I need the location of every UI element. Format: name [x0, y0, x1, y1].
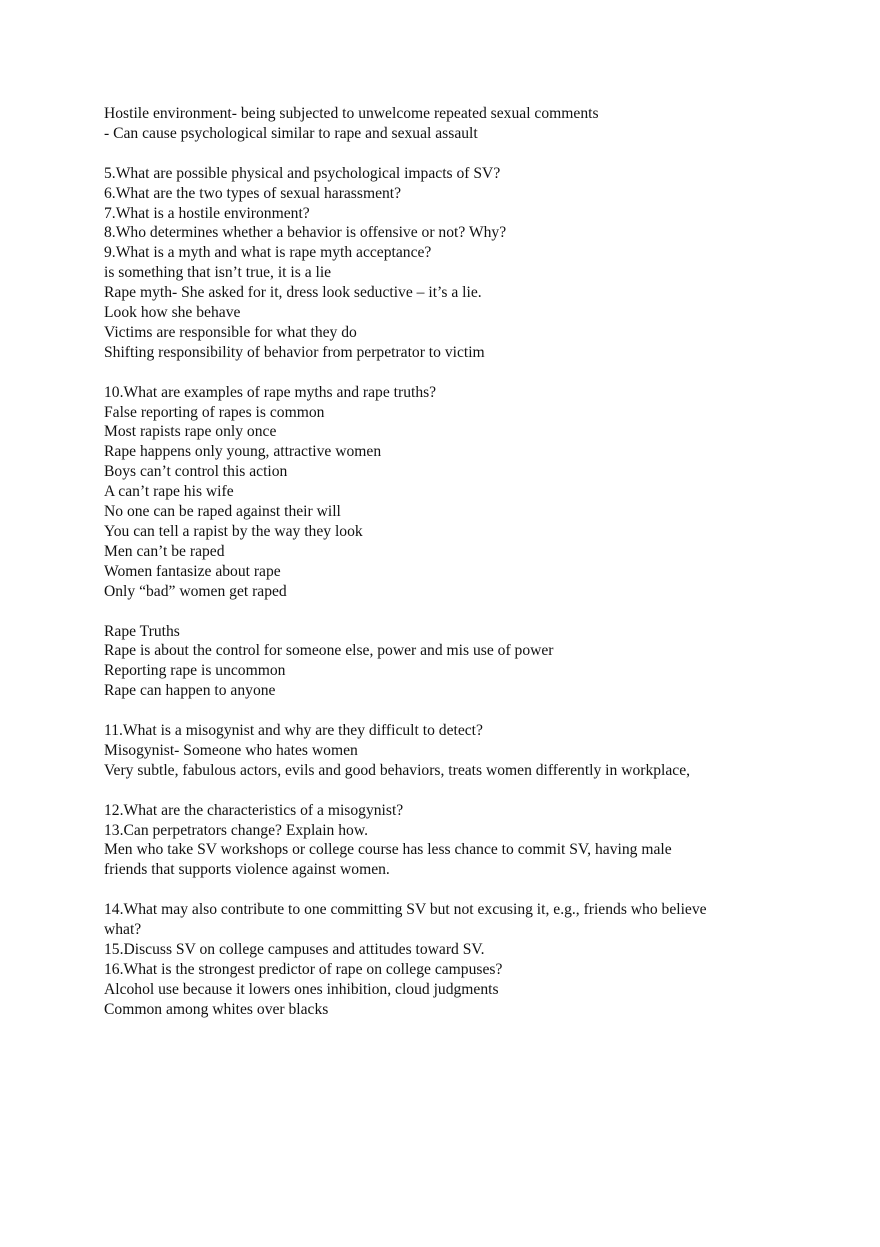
text-line: Common among whites over blacks — [104, 1000, 329, 1018]
text-line: friends that supports violence against women. — [104, 861, 390, 879]
question-14: 14.What may also contribute to one committing SV but not excusing it, e.g., friends who believe — [104, 901, 707, 919]
question-12: 12.What are the characteristics of a misogynist? — [104, 801, 404, 819]
text-line: Very subtle, fabulous actors, evils and good behaviors, treats women differently in workplace, — [104, 761, 691, 779]
section-heading: Rape Truths — [104, 622, 180, 640]
document-page — [104, 104, 804, 1020]
blank-line — [104, 363, 804, 383]
question-16: 16.What is the strongest predictor of rape on college campuses? — [104, 960, 503, 978]
question-7: 7.What is a hostile environment? — [104, 204, 310, 222]
question-8: 8.Who determines whether a behavior is offensive or not? Why? — [104, 224, 507, 242]
text-line: Men who take SV workshops or college course has less chance to commit SV, having male — [104, 841, 672, 859]
rape-myth-item: Most rapists rape only once — [104, 423, 277, 441]
question-6: 6.What are the two types of sexual harassment? — [104, 184, 402, 202]
text-line: Rape myth- She asked for it, dress look seductive – it’s a lie. — [104, 284, 482, 302]
question-15: 15.Discuss SV on college campuses and attitudes toward SV. — [104, 940, 485, 958]
question-13: 13.Can perpetrators change? Explain how. — [104, 821, 368, 839]
question-9: 9.What is a myth and what is rape myth acceptance? — [104, 244, 432, 262]
rape-myth-item: A can’t rape his wife — [104, 483, 234, 501]
rape-myth-item: False reporting of rapes is common — [104, 403, 325, 421]
text-line: - Can cause psychological similar to rape and sexual assault — [104, 124, 478, 142]
text-line: Misogynist- Someone who hates women — [104, 741, 358, 759]
blank-line — [104, 602, 804, 622]
blank-line — [104, 880, 804, 900]
text-line: Shifting responsibility of behavior from perpetrator to victim — [104, 343, 485, 361]
rape-myth-item: Women fantasize about rape — [104, 562, 281, 580]
question-5: 5.What are possible physical and psychological impacts of SV? — [104, 164, 501, 182]
rape-myth-item: You can tell a rapist by the way they look — [104, 523, 363, 540]
text-line: Hostile environment- being subjected to unwelcome repeated sexual comments — [104, 105, 599, 122]
rape-myth-item: Men can’t be raped — [104, 542, 225, 560]
rape-myth-item: Rape happens only young, attractive women — [104, 443, 382, 461]
blank-line — [104, 701, 804, 721]
text-line: Victims are responsible for what they do — [104, 323, 357, 341]
blank-line — [104, 144, 804, 164]
blank-line — [104, 781, 804, 801]
question-11: 11.What is a misogynist and why are they difficult to detect? — [104, 722, 483, 740]
rape-truth-item: Rape can happen to anyone — [104, 682, 276, 700]
rape-myth-item: Boys can’t control this action — [104, 463, 288, 481]
rape-myth-item: Only “bad” women get raped — [104, 582, 287, 600]
question-14-continued: what? — [104, 921, 142, 939]
text-line: Look how she behave — [104, 304, 241, 322]
rape-truth-item: Reporting rape is uncommon — [104, 662, 286, 680]
rape-myth-item: No one can be raped against their will — [104, 503, 341, 521]
text-line: Alcohol use because it lowers ones inhibition, cloud judgments — [104, 980, 499, 998]
rape-truth-item: Rape is about the control for someone else, power and mis use of power — [104, 642, 554, 660]
text-line: is something that isn’t true, it is a lie — [104, 264, 332, 282]
question-10: 10.What are examples of rape myths and rape truths? — [104, 383, 437, 401]
